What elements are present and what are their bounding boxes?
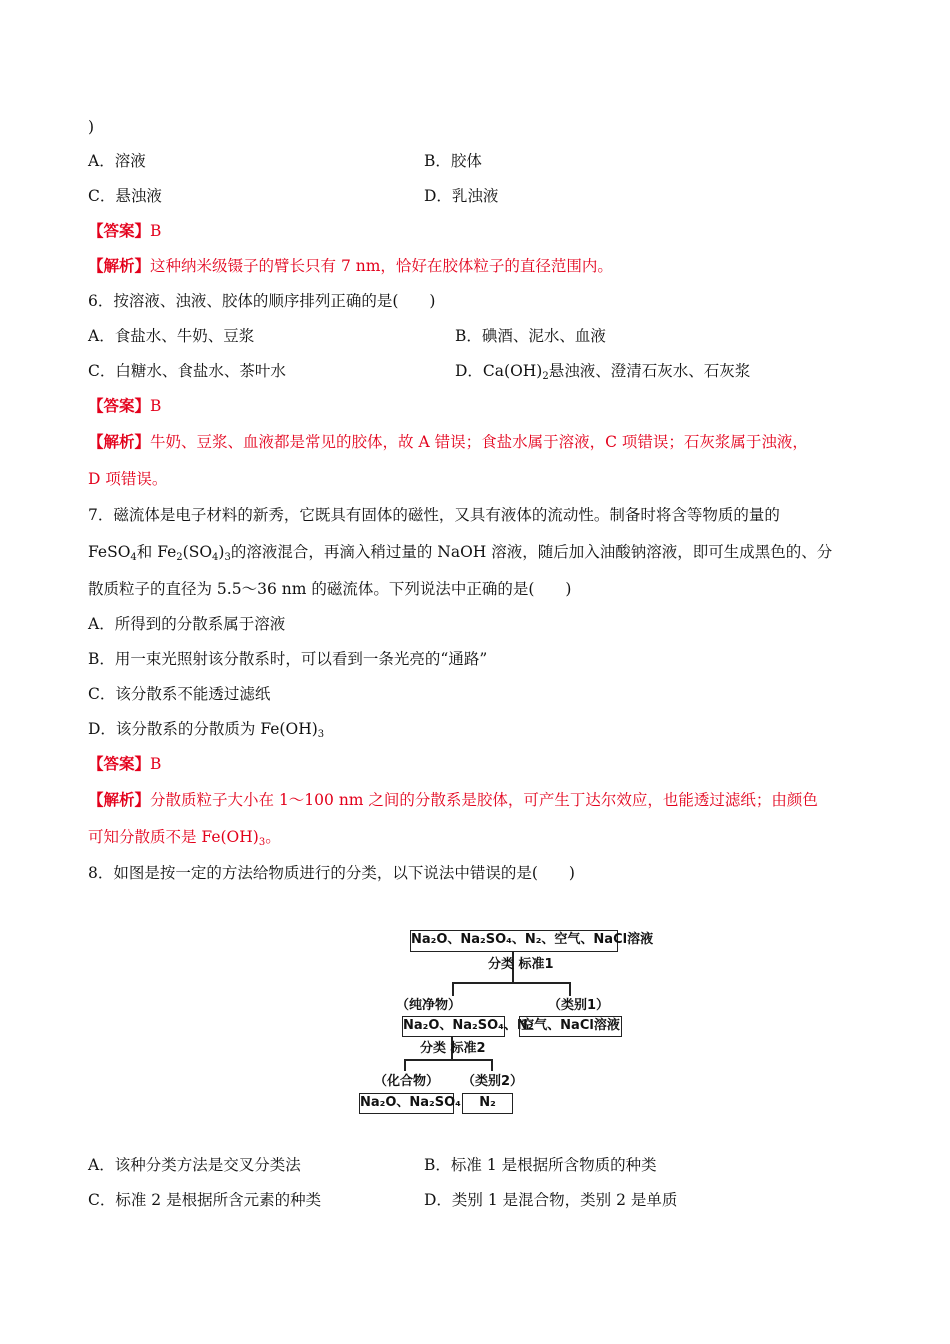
q5-option-c: C．悬浊液 [88,187,162,205]
diagram-top-box: Na₂O、Na₂SO₄、N₂、空气、NaCl溶液 [410,930,618,952]
diagram-lr-box: N₂ [462,1093,513,1114]
q5-option-d: D．乳浊液 [424,187,499,205]
analysis-tag: 【解析】 [88,790,151,809]
q7-analysis-line1: 【解析】分散质粒子大小在 1～100 nm 之间的分散系是胶体，可产生丁达尔效应，也能透过滤纸；由颜色 [88,790,818,809]
q8-option-c: C．标准 2 是根据所含元素的种类 [88,1191,322,1209]
answer-tag: 【答案】 [88,396,151,415]
answer-tag: 【答案】 [88,754,151,773]
answer-value: B [150,755,162,773]
q5-option-a: A．溶液 [88,152,146,170]
q7-option-d: D．该分散系的分散质为 $Fe(OH)_3$ [88,720,325,740]
diagram-right-box: 空气、NaCl溶液 [519,1016,622,1037]
q6-analysis-line1: 【解析】牛奶、豆浆、血液都是常见的胶体，故 A 错误；食盐水属于溶液，C 项错误；石灰浆属于浊液， [88,432,808,451]
diagram-label-standard1: 分类 标准1 [488,957,554,972]
answer-value: B [150,222,162,240]
q5-analysis [88,256,613,276]
q8-stem: 8．如图是按一定的方法给物质进行的分类，以下说法中错误的是( ) [88,864,575,882]
diagram-label-pure: （纯净物） [396,998,462,1013]
q7-answer [88,754,161,774]
q7-stem-line1: 7．磁流体是电子材料的新秀，它既具有固体的磁性，又具有液体的流动性。制备时将含等物质的量的 [88,506,780,524]
q7-option-a: A．所得到的分散系属于溶液 [88,615,286,633]
diagram-line [404,1059,406,1071]
q6-stem: 6．按溶液、浊液、胶体的顺序排列正确的是( ) [88,292,436,310]
q8-option-b: B．标准 1 是根据所含物质的种类 [424,1156,657,1174]
q6-answer [88,396,161,416]
q5-option-b: B．胶体 [424,152,482,170]
q7-stem-line2: FeSO$_4$和 $Fe_2(SO_4)_3$的溶液混合，再滴入稍过量的 NaOH 溶液，随后加入油酸钠溶液，即可生成黑色的、分 [88,543,833,563]
q6-option-c: C．白糖水、食盐水、茶叶水 [88,362,286,380]
analysis-text: 这种纳米级镊子的臂长只有 7 nm，恰好在胶体粒子的直径范围内。 [150,257,613,275]
q5-stem-end: ) [88,118,95,136]
q6-analysis-line2: D 项错误。 [88,470,168,488]
q6-option-b: B．碘酒、泥水、血液 [455,327,606,345]
diagram-line [569,982,571,996]
q8-option-a: A．该种分类方法是交叉分类法 [88,1156,301,1174]
diagram-label-standard2: 分类 标准2 [420,1041,486,1056]
q7-analysis-line2: 可知分散质不是 $Fe(OH)_3$。 [88,828,281,848]
diagram-left-box: Na₂O、Na₂SO₄、N₂ [402,1016,505,1037]
q6-option-d: D．$Ca(OH)_2$悬浊液、澄清石灰水、石灰浆 [455,362,751,382]
analysis-tag: 【解析】 [88,256,151,275]
diagram-label-category2: （类别2） [462,1074,524,1089]
diagram-line [512,974,514,983]
diagram-line [452,982,454,996]
q6-option-a: A．食盐水、牛奶、豆浆 [88,327,255,345]
diagram-ll-box: Na₂O、Na₂SO₄ [359,1093,454,1114]
q7-stem-line3: 散质粒子的直径为 5.5～36 nm 的磁流体。下列说法中正确的是( ) [88,580,572,598]
q7-option-b: B．用一束光照射该分散系时，可以看到一条光亮的“通路” [88,650,488,668]
diagram-line [452,982,570,984]
q5-answer [88,221,161,241]
diagram-label-category1: （类别1） [548,998,610,1013]
q7-option-c: C．该分散系不能透过滤纸 [88,685,271,703]
analysis-tag: 【解析】 [88,432,151,451]
diagram-line [404,1059,492,1061]
answer-value: B [150,397,162,415]
q8-option-d: D．类别 1 是混合物，类别 2 是单质 [424,1191,678,1209]
diagram-line [491,1059,493,1071]
answer-tag: 【答案】 [88,221,151,240]
diagram-label-compound: （化合物） [374,1074,440,1089]
